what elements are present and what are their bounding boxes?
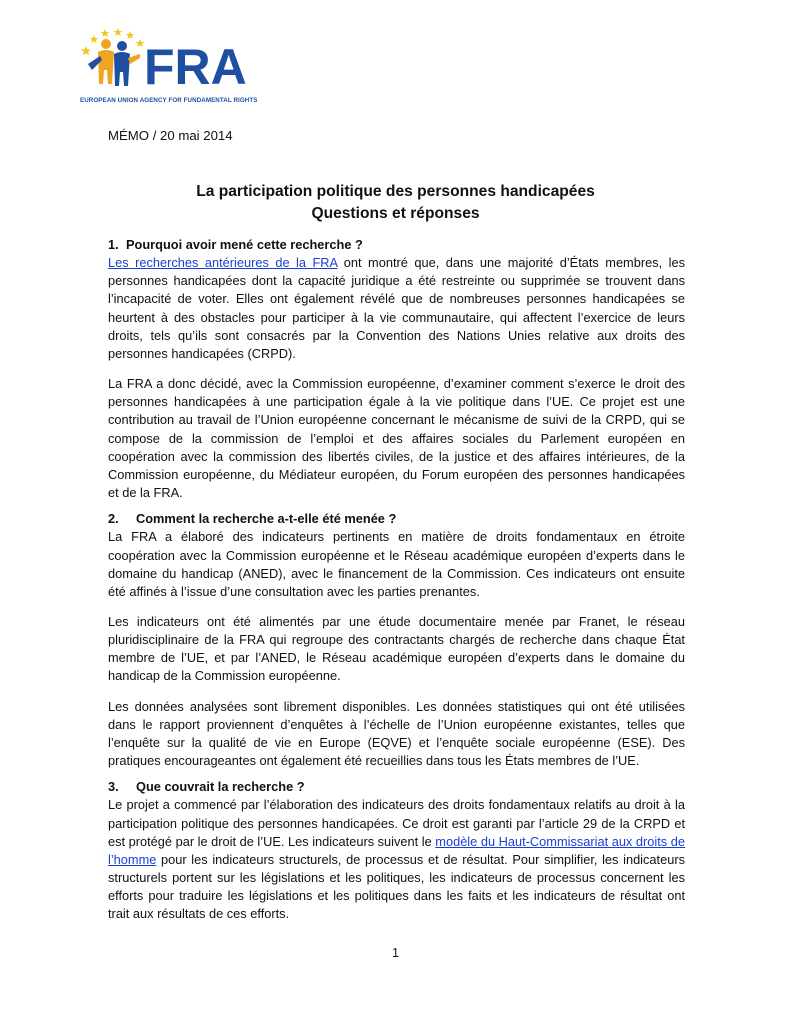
section-3-heading [108,778,685,796]
paragraph-text: ont montré que, dans une majorité d’États membres, les personnes handicapées dont la capacité juridique a été restreinte ou supprimée se trouvent dans l’incapacité de voter. Elles ont également révélé que de nombreuses personnes handicapées se heurtent à des obstacles pour participer à la vie communautaire, qui affectent l’exercice de leurs droits, tels qu’ils sont consacrés par la Convention des Nations Unies relative aux droits des personnes handicapées (CRPD). [108,255,685,361]
previous-research-link[interactable]: Les recherches antérieures de la FRA [108,255,338,271]
section-2-heading [108,510,685,528]
section-heading-text: Que couvrait la recherche ? [136,779,305,795]
document-body [108,236,685,932]
paragraph: Les indicateurs ont été alimentés par une étude documentaire menée par Franet, le réseau pluridisciplinaire de la FRA qui regroupe des contractants chargés de recherche dans chaque État membre de l’UE, et par l’ANED, le Réseau académique européen d’experts dans le domaine du handicap de la Commission européenne. [108,613,685,684]
paragraph: La FRA a donc décidé, avec la Commission européenne, d’examiner comment s’exerce le droit des personnes handicapées à une participation égale à la vie politique dans l’UE. Ce projet est une contribution au travail de l’Union européenne concernant le mécanisme de suivi de la CRPD, qui se compose de la commission de l’emploi et des affaires sociales du Parlement européen en coopération avec la commission des libertés civiles, de la justice et des affaires intérieures, de la Commission européenne, du Médiateur européen, du Forum européen des personnes handicapées et de la FRA. [108,376,685,501]
page-number: 1 [392,946,399,960]
section-heading-text: Comment la recherche a-t-elle été menée ? [136,511,397,527]
section-number: 1. [108,237,119,252]
logo-tagline: EUROPEAN UNION AGENCY FOR FUNDAMENTAL RIGHTS [80,97,258,104]
fra-logo-graphic [80,24,270,98]
paragraph [108,796,685,923]
section-number: 3. [108,779,119,795]
fra-logo[interactable] [80,24,270,110]
paragraph [108,254,685,363]
fra-logo-text: FRA [144,39,247,95]
people-figures-icon [88,39,140,86]
document-title [80,181,711,225]
paragraph-text: Le projet a commencé par l’élaboration des indicateurs des droits fondamentaux relatifs au droit à la participation politique des personnes handicapées. Ce droit est garanti par l’article 29 de la CRPD et est protégé par le droit de l’UE. Les indicateurs suivent le [108,797,685,849]
paragraph: Les données analysées sont librement disponibles. Les données statistiques qui ont été utilisées dans le rapport proviennent d’enquêtes à l’échelle de l’Union européenne existantes, telles que l’enquête sur la qualité de vie en Europe (EQVE) et l’enquête sociale européenne (ESE). Des pratiques encourageantes ont également été recueillies dans tous les États membres de l’UE. [108,698,685,769]
memo-date-line: MÉMO / 20 mai 2014 [108,128,233,143]
ohchr-model-link[interactable]: modèle du Haut-Commissariat aux droits de l’homme [108,833,685,867]
paragraph-text: pour les indicateurs structurels, de processus et de résultat. Pour simplifier, les indicateurs structurels portent sur les législations et les politiques, les indicateurs de processus concernent les efforts pour traduire les législations et les politiques dans les faits et les indicateurs de résultat ont trait aux résultats de ces efforts. [108,851,685,922]
title-line-2: Questions et réponses [311,205,480,222]
section-1-heading [108,236,685,254]
section-number: 2. [108,511,119,527]
paragraph: La FRA a élaboré des indicateurs pertinents en matière de droits fondamentaux en étroite coopération avec la Commission européenne et le Réseau académique européen d’experts dans le domaine du handicap (ANED), avec le financement de la Commission. Ces indicateurs ont ensuite été affinés à l’issue d’une consultation avec les parties prenantes. [108,529,685,599]
eu-stars-icon [81,28,144,55]
title-line-1: La participation politique des personnes handicapées [196,183,595,200]
section-heading-text: Pourquoi avoir mené cette recherche ? [126,237,363,252]
